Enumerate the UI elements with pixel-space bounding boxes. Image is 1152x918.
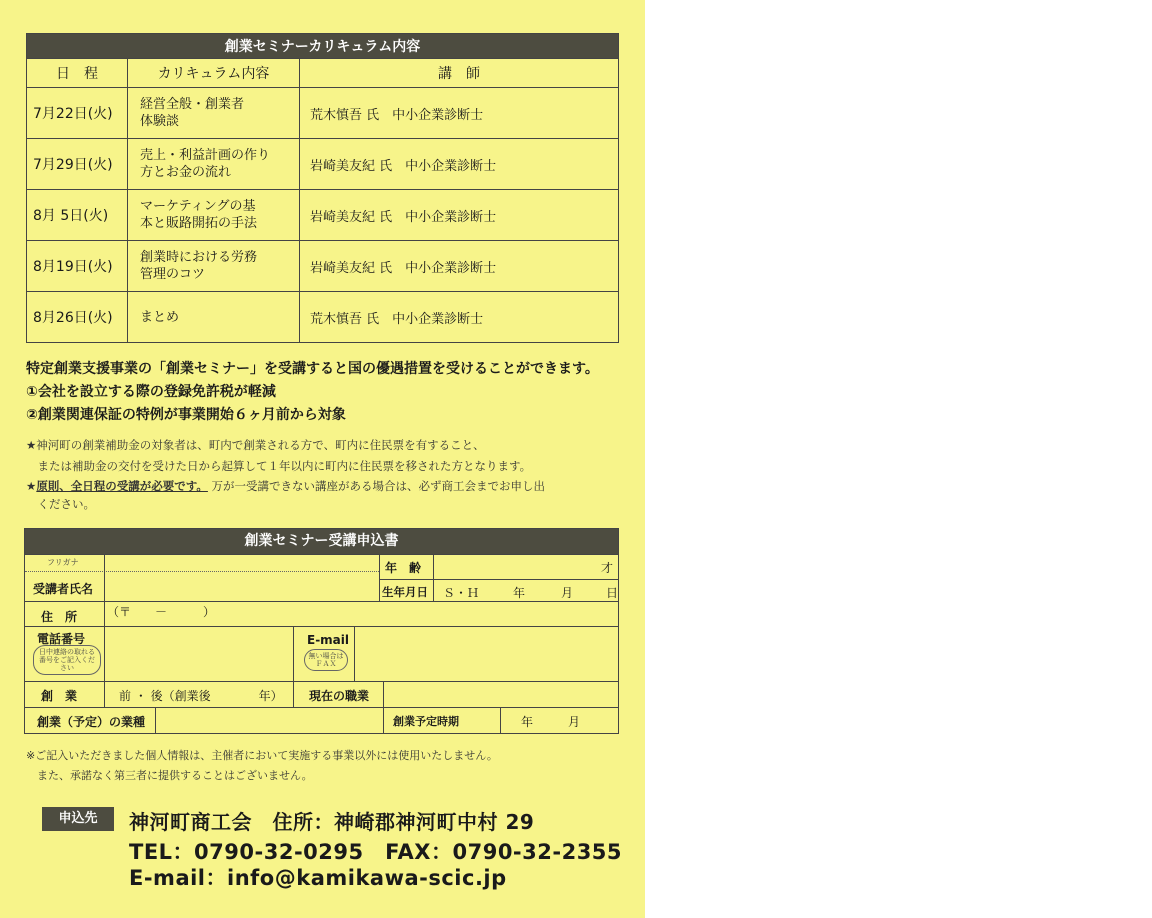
apply-to-badge: 申込先	[42, 807, 114, 831]
startup-label: 創 業	[41, 689, 78, 703]
form-title: 創業セミナー受講申込書	[25, 529, 618, 554]
session-instructor: 荒木慎吾 氏 中小企業診断士	[300, 88, 619, 139]
job-label: 現在の職業	[309, 689, 370, 703]
content-line: 本と販路開拓の手法	[140, 216, 258, 231]
session-content	[128, 241, 300, 292]
session-date: 8月 5日(火)	[27, 190, 128, 241]
period-month: 月	[568, 715, 581, 729]
contact-org-address: 神河町商工会 住所：神崎郡神河町中村 29	[129, 810, 535, 834]
curriculum-table	[26, 33, 619, 343]
content-line: 売上・利益計画の作り	[140, 148, 271, 163]
email-label: E-mail	[307, 633, 350, 647]
startup-status[interactable]: 前 ・ 後（創業後 年）	[119, 689, 283, 703]
dob-label: 生年月日	[382, 585, 428, 599]
header-content: カリキュラム内容	[128, 59, 300, 88]
table-row	[27, 139, 619, 190]
contact-email[interactable]: E-mail：info@kamikawa-scic.jp	[129, 866, 507, 890]
attendance-note-cont: ください。	[26, 497, 95, 511]
period-label: 創業予定時期	[393, 715, 459, 728]
privacy-note-1: ※ご記入いただきました個人情報は、主催者において実施する事業以外には使用いたしません。	[26, 749, 498, 762]
age-field[interactable]	[435, 555, 618, 579]
dob-year: 年	[513, 586, 526, 600]
session-content	[128, 88, 300, 139]
session-content	[128, 190, 300, 241]
name-field[interactable]	[105, 555, 379, 601]
phone-label: 電話番号	[37, 632, 86, 646]
table-row	[27, 292, 619, 343]
content-line: 経営全般・創業者	[140, 97, 245, 112]
content-line: 体験談	[140, 114, 180, 129]
phone-note: 日中連絡の取れる番号をご記入ください	[33, 645, 101, 675]
benefit-item-2: ②創業関連保証の特例が事業開始６ヶ月前から対象	[26, 407, 346, 423]
header-instructor: 講 師	[300, 59, 619, 88]
dob-month: 月	[561, 586, 574, 600]
benefits-lead: 特定創業支援事業の「創業セミナー」を受講すると国の優遇措置を受けることができます。	[26, 361, 599, 377]
furigana-label: フリガナ	[47, 558, 79, 567]
phone-field[interactable]	[105, 627, 293, 681]
email-field[interactable]	[355, 627, 618, 681]
session-instructor: 岩崎美友紀 氏 中小企業診断士	[300, 241, 619, 292]
address-field[interactable]: （〒 － ）	[107, 605, 216, 619]
session-date: 7月22日(火)	[27, 88, 128, 139]
table-row	[27, 88, 619, 139]
star-mark: ★	[26, 479, 37, 493]
content-line: 創業時における労務	[140, 250, 258, 265]
attendance-note	[26, 477, 545, 495]
curriculum-title: 創業セミナーカリキュラム内容	[27, 34, 619, 59]
table-row	[27, 241, 619, 292]
session-date: 8月19日(火)	[27, 241, 128, 292]
job-field[interactable]	[385, 682, 618, 707]
benefit-item-1: ①会社を設立する際の登録免許税が軽減	[26, 384, 276, 400]
application-form	[24, 528, 619, 734]
dob-day: 日	[606, 586, 619, 600]
subsidy-note-2: または補助金の交付を受けた日から起算して１年以内に町内に住民票を移された方となります。	[26, 459, 532, 473]
privacy-note-2: また、承諾なく第三者に提供することはございません。	[26, 769, 313, 782]
session-instructor: 岩崎美友紀 氏 中小企業診断士	[300, 190, 619, 241]
business-field[interactable]	[157, 708, 383, 734]
session-instructor: 荒木慎吾 氏 中小企業診断士	[300, 292, 619, 343]
email-note: 無い場合はＦＡＸ	[304, 649, 348, 671]
contact-tel-fax: TEL：0790-32-0295 FAX：0790-32-2355	[129, 840, 623, 864]
attendance-rest: 万が一受講できない講座がある場合は、必ず商工会までお申し出	[207, 479, 546, 493]
age-unit: 才	[601, 561, 614, 575]
session-content: まとめ	[128, 292, 300, 343]
table-row	[27, 190, 619, 241]
content-line: 方とお金の流れ	[140, 165, 232, 180]
session-date: 8月26日(火)	[27, 292, 128, 343]
session-instructor: 岩崎美友紀 氏 中小企業診断士	[300, 139, 619, 190]
content-line: 管理のコツ	[140, 267, 206, 282]
header-date: 日 程	[27, 59, 128, 88]
dob-era[interactable]: Ｓ・Ｈ	[443, 586, 480, 600]
name-label: 受講者氏名	[33, 582, 94, 596]
subsidy-note-1: ★神河町の創業補助金の対象者は、町内で創業される方で、町内に住民票を有すること、	[26, 438, 485, 452]
period-year: 年	[521, 715, 534, 729]
attendance-required: 原則、全日程の受講が必要です。	[36, 479, 208, 493]
content-line: マーケティングの基	[140, 199, 256, 214]
age-label: 年 齢	[385, 561, 422, 575]
business-label: 創業（予定）の業種	[37, 715, 146, 729]
session-content	[128, 139, 300, 190]
address-label: 住 所	[41, 610, 78, 624]
session-date: 7月29日(火)	[27, 139, 128, 190]
